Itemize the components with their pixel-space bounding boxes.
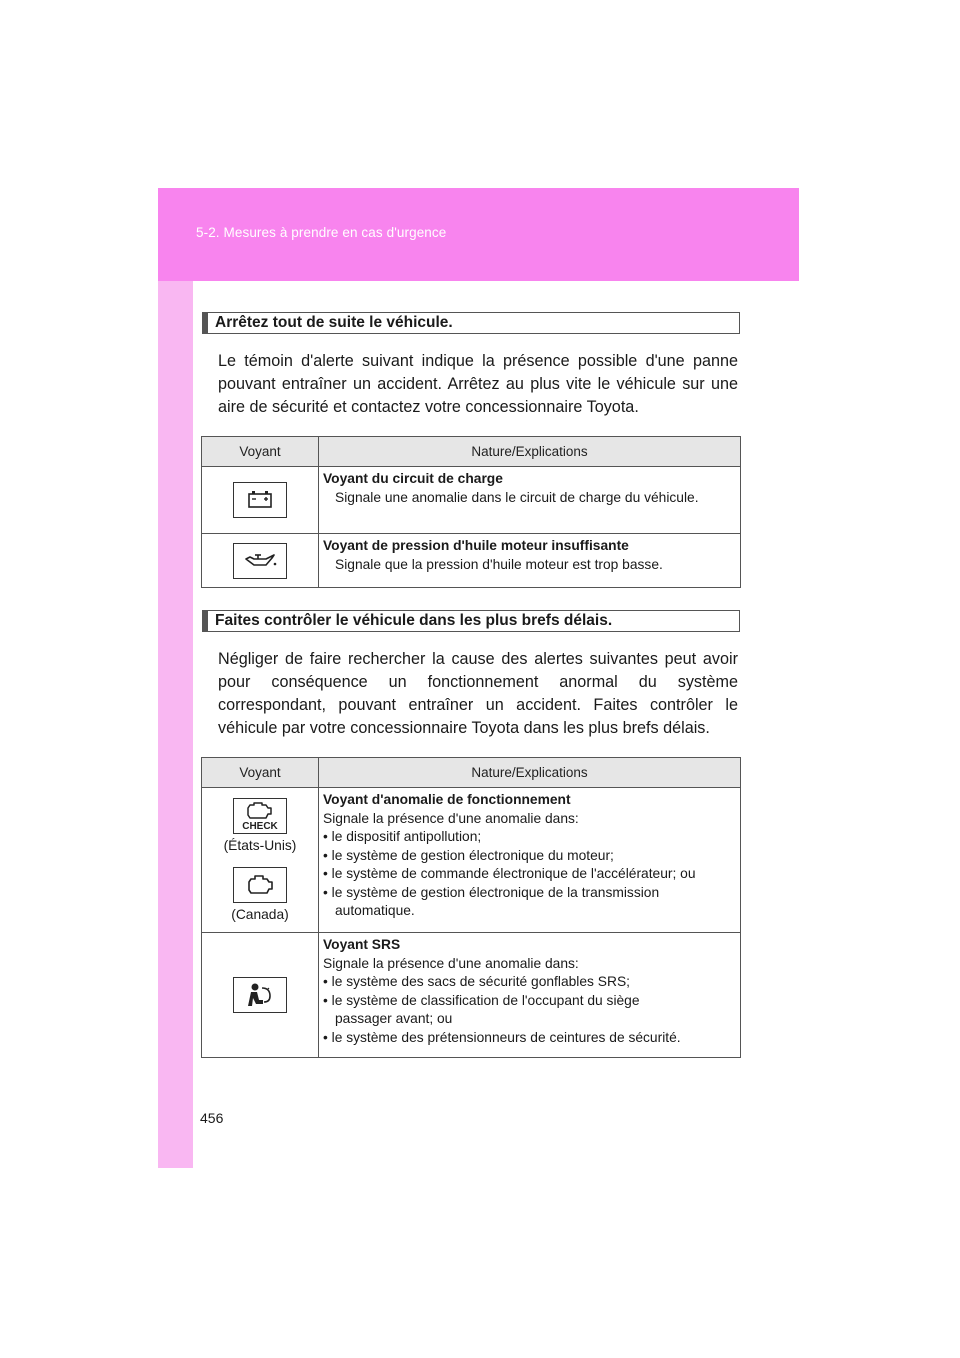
warning-title: Voyant d'anomalie de fonctionnement <box>323 792 571 807</box>
col-header-voyant: Voyant <box>202 758 319 788</box>
section-paragraph: Le témoin d'alerte suivant indique la présence possible d'une panne pouvant entraîner un accident. Arrêtez au plus vite le véhicule sur une aire de sécurité et contactez votre concessionnaire Toyota. <box>218 352 738 416</box>
warning-description: Signale que la pression d'huile moteur est trop basse. <box>335 556 663 572</box>
warning-intro: Signale la présence d'une anomalie dans: <box>323 810 579 826</box>
table-row <box>202 933 741 1058</box>
section-paragraph: Négliger de faire rechercher la cause des alertes suivantes peut avoir pour conséquence un fonctionnement anormal du système correspondant, pouvant entraîner un accident. Faites contrôler le véhicule par votre concessionnaire Toyota dans les plus brefs délais. <box>218 650 738 737</box>
list-item: • le système de classification de l'occupant du siège <box>323 992 640 1008</box>
table-row <box>202 534 741 588</box>
svg-text:CHECK: CHECK <box>242 821 278 832</box>
list-item: • le système de commande électronique de l'accélérateur; ou <box>323 866 696 881</box>
warning-title: Voyant de pression d'huile moteur insuffisante <box>323 538 629 553</box>
section-title-bar-stop <box>202 312 740 334</box>
table-row <box>202 788 741 933</box>
warning-description: Signale une anomalie dans le circuit de charge du véhicule. <box>335 489 699 505</box>
side-strip <box>158 188 193 1168</box>
col-header-voyant: Voyant <box>202 437 319 467</box>
warning-title: Voyant du circuit de charge <box>323 471 503 486</box>
page-number: 456 <box>200 1110 224 1126</box>
col-header-nature: Nature/Explications <box>319 758 741 788</box>
list-item-continued: automatique. <box>335 903 415 918</box>
list-item: • le système des sacs de sécurité gonflables SRS; <box>323 974 630 989</box>
list-item-continued: passager avant; ou <box>335 1011 453 1026</box>
list-item: • le système de gestion électronique du moteur; <box>323 847 614 863</box>
table-row <box>202 467 741 534</box>
col-header-nature: Nature/Explications <box>319 437 741 467</box>
section-marker <box>202 312 208 334</box>
section-header: 5-2. Mesures à prendre en cas d'urgence <box>196 225 447 240</box>
warning-intro: Signale la présence d'une anomalie dans: <box>323 955 579 971</box>
battery-icon <box>233 482 287 518</box>
airbag-icon <box>233 977 287 1013</box>
engine-icon <box>233 867 287 903</box>
list-item: • le système des prétensionneurs de ceintures de sécurité. <box>323 1029 681 1045</box>
warning-table-check <box>201 757 741 1058</box>
list-item: • le dispositif antipollution; <box>323 829 482 844</box>
section-title-bar-check <box>202 610 740 632</box>
section-title: Arrêtez tout de suite le véhicule. <box>215 314 453 331</box>
list-item: • le système de gestion électronique de la transmission <box>323 884 660 900</box>
region-label-canada: (Canada) <box>231 907 289 922</box>
section-marker <box>202 610 208 632</box>
warning-title: Voyant SRS <box>323 937 401 952</box>
section-title: Faites contrôler le véhicule dans les plus brefs délais. <box>215 612 613 629</box>
oil-can-icon <box>233 543 287 579</box>
region-label-us: (États-Unis) <box>223 838 297 853</box>
warning-table-stop <box>201 436 741 588</box>
check-engine-icon <box>233 798 287 834</box>
